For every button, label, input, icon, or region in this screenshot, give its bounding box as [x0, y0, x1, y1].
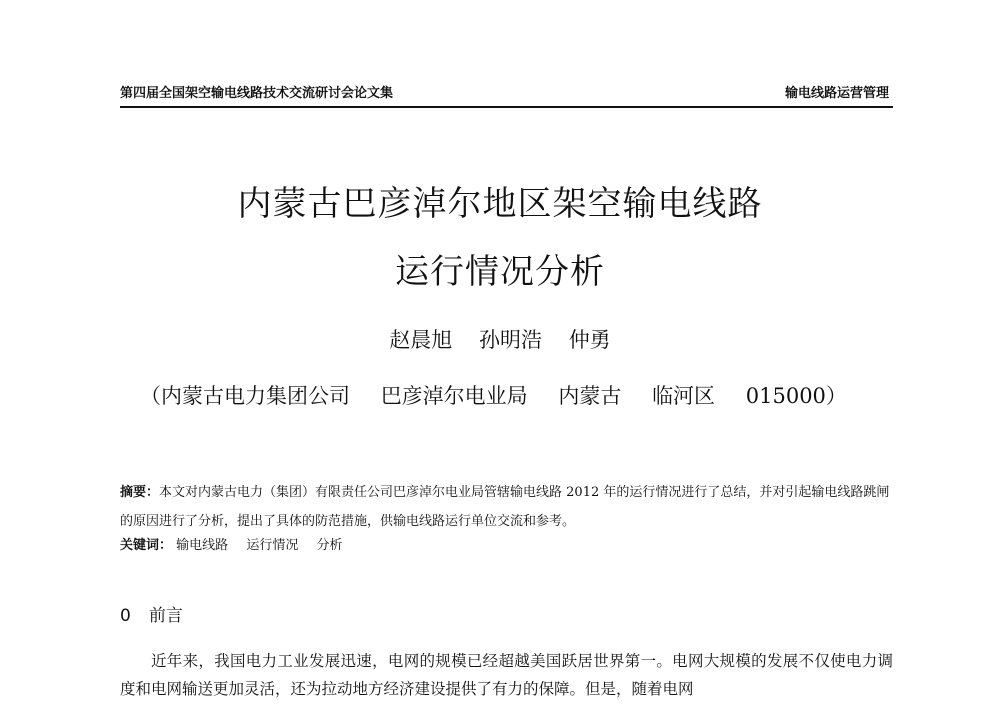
section-number: 0 [120, 606, 131, 626]
affiliation-postcode: 015000 [745, 384, 826, 408]
keywords [120, 534, 356, 558]
section-title: 前言 [148, 606, 183, 626]
affiliation-bureau: 巴彦淖尔电业局 [380, 384, 528, 408]
author-affiliation [140, 381, 847, 411]
author-list [0, 326, 1000, 354]
author-name: 赵晨旭 [389, 328, 453, 352]
keyword: 分析 [316, 538, 343, 553]
abstract [120, 478, 895, 536]
section-heading [120, 604, 183, 628]
proceedings-title: 第四届全国架空输电线路技术交流研讨会论文集 [120, 86, 394, 101]
keywords-label: 关键词： [120, 538, 173, 553]
affiliation-organization: 内蒙古电力集团公司 [161, 384, 350, 408]
affiliation-region: 内蒙古 [558, 384, 622, 408]
body-paragraph: 近年来，我国电力工业发展迅速，电网的规模已经超越美国跃居世界第一。电网大规模的发展不仅使电力调度和电网输送更加灵活，还为拉动地方经济建设提供了有力的保障。但是，随着电网 [120, 652, 893, 698]
keyword: 输电线路 [176, 538, 229, 553]
abstract-label: 摘要： [120, 485, 160, 500]
running-header [120, 84, 893, 108]
author-name: 孙明浩 [479, 328, 542, 352]
author-name: 仲勇 [568, 328, 611, 352]
keyword: 运行情况 [246, 538, 299, 553]
paper-title-line-2: 运行情况分析 [395, 252, 605, 292]
abstract-text: 本文对内蒙古电力（集团）有限责任公司巴彦淖尔电业局管辖输电线路 2012 年的运行情况进行了总结，并对引起输电线路跳闸的原因进行了分析，提出了具体的防范措施，供输电线路运行单位交流和参考。 [120, 485, 890, 529]
paper-title-line-1: 内蒙古巴彦淖尔地区架空输电线路 [237, 184, 763, 224]
section-category: 输电线路运营管理 [784, 86, 889, 101]
affiliation-close-paren: ） [825, 384, 847, 408]
affiliation-district: 临河区 [652, 384, 716, 408]
affiliation-open-paren: （ [140, 384, 161, 408]
